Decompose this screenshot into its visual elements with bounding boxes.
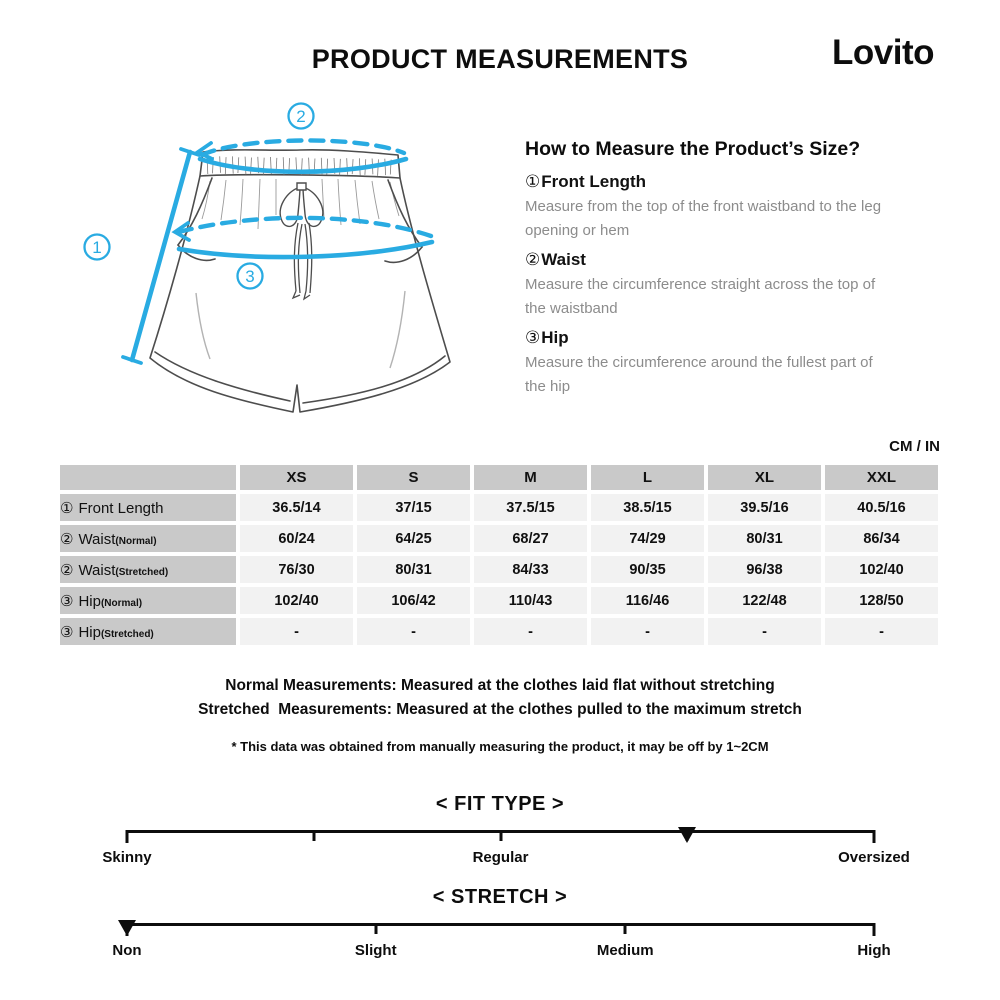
cell: 116/46	[591, 587, 704, 614]
item-label: Front Length	[541, 172, 647, 191]
scale-label-oversized: Oversized	[838, 849, 910, 866]
item-description: Measure from the top of the front waistband to the leg opening or hem	[525, 198, 882, 239]
row-label	[60, 556, 236, 583]
scale-label-slight: Slight	[354, 942, 397, 959]
row-name: Hip	[78, 592, 101, 610]
table-row-hip-stretched	[60, 618, 938, 645]
cell: -	[240, 618, 353, 645]
units-label: CM / IN	[889, 438, 940, 455]
shorts-diagram	[60, 95, 510, 425]
cell: 76/30	[240, 556, 353, 583]
scale-tick	[624, 923, 627, 934]
scale-label-skinny: Skinny	[102, 849, 152, 866]
scale-label-medium: Medium	[596, 942, 654, 959]
fit-type-title: < FIT TYPE >	[435, 793, 565, 815]
cell: 128/50	[825, 587, 938, 614]
cell: 90/35	[591, 556, 704, 583]
row-name: Waist	[78, 530, 116, 548]
cell: 37.5/15	[474, 494, 587, 521]
cell: 86/34	[825, 525, 938, 552]
shorts-illustration-svg	[60, 95, 510, 425]
row-number: ②	[60, 561, 74, 579]
cell: 80/31	[708, 525, 821, 552]
cell: -	[825, 618, 938, 645]
row-number: ①	[60, 499, 74, 517]
shorts-illustration	[150, 150, 450, 412]
how-to-section	[525, 138, 965, 398]
annotation-circle-3	[238, 264, 263, 289]
cell: 39.5/16	[708, 494, 821, 521]
row-number: ②	[60, 530, 74, 548]
row-sub: (Stretched)	[115, 566, 169, 578]
scale-tick	[873, 923, 876, 936]
cell: 36.5/14	[240, 494, 353, 521]
row-label	[60, 525, 236, 552]
how-to-item-front-length	[525, 172, 965, 192]
fit-scale-labels	[102, 849, 910, 869]
cell: 106/42	[357, 587, 470, 614]
cell: 96/38	[708, 556, 821, 583]
stretch-title: < STRETCH >	[432, 886, 568, 908]
row-name: Hip	[78, 623, 101, 641]
scale-label-non: Non	[112, 942, 142, 959]
item-description: Measure the circumference around the fullest part of the hip	[525, 354, 873, 395]
cell: 37/15	[357, 494, 470, 521]
cell: 110/43	[474, 587, 587, 614]
row-sub: (Stretched)	[100, 628, 154, 640]
row-number: ③	[60, 592, 74, 610]
cell: 80/31	[357, 556, 470, 583]
stretch-scale-labels	[112, 942, 891, 962]
column-header-s: S	[357, 465, 470, 490]
cell: -	[357, 618, 470, 645]
cell: 102/40	[240, 587, 353, 614]
item-number: ②	[525, 250, 541, 269]
cell: 102/40	[825, 556, 938, 583]
note-normal: Normal Measurements: Measured at the clothes laid flat without stretching	[225, 677, 775, 694]
column-header-m: M	[474, 465, 587, 490]
item-label: Hip	[541, 328, 569, 347]
item-label: Waist	[541, 250, 586, 269]
annotation-number-2: 2	[296, 107, 306, 126]
scale-tick	[312, 830, 315, 841]
cell: 64/25	[357, 525, 470, 552]
brand-logo: Lovito	[832, 33, 934, 72]
corner-cell	[60, 465, 236, 490]
scale-tick	[126, 830, 129, 843]
annotation-circle-1	[85, 235, 110, 260]
column-header-xs: XS	[240, 465, 353, 490]
row-label	[60, 618, 236, 645]
cell: 40.5/16	[825, 494, 938, 521]
how-to-title: How to Measure the Product’s Size?	[525, 138, 861, 160]
note-stretched: Stretched Measurements: Measured at the clothes pulled to the maximum stretch	[198, 700, 802, 718]
fit-scale-line	[127, 830, 874, 833]
row-label	[60, 587, 236, 614]
row-name: Front Length	[78, 499, 164, 517]
cell: -	[591, 618, 704, 645]
row-sub: (Normal)	[100, 597, 143, 609]
scale-tick	[873, 830, 876, 843]
table-row-waist-normal	[60, 525, 938, 552]
table-row-front-length	[60, 494, 938, 521]
size-table	[56, 461, 942, 649]
annotation-number-1: 1	[92, 238, 102, 257]
fit-scale-marker	[678, 827, 696, 843]
stretch-scale-marker	[118, 920, 136, 936]
scale-tick	[499, 830, 502, 841]
cell: 38.5/15	[591, 494, 704, 521]
item-number: ③	[525, 328, 541, 347]
row-number: ③	[60, 623, 74, 641]
note-disclaimer: * This data was obtained from manually measuring the product, it may be off by 1~2CM	[231, 739, 769, 754]
column-header-xl: XL	[708, 465, 821, 490]
scale-tick	[374, 923, 377, 934]
table-row-hip-normal	[60, 587, 938, 614]
cell: 74/29	[591, 525, 704, 552]
column-header-xxl: XXL	[825, 465, 938, 490]
cell: 84/33	[474, 556, 587, 583]
cell: 60/24	[240, 525, 353, 552]
scale-label-regular: Regular	[472, 849, 529, 866]
how-to-item-hip	[525, 328, 965, 348]
cell: 122/48	[708, 587, 821, 614]
page-title: PRODUCT MEASUREMENTS	[311, 44, 689, 74]
table-header-row	[60, 465, 938, 490]
cell: 68/27	[474, 525, 587, 552]
measurement-notes	[0, 674, 1000, 759]
annotation-number-3: 3	[245, 267, 255, 286]
row-label	[60, 494, 236, 521]
item-number: ①	[525, 172, 541, 191]
row-name: Waist	[78, 561, 116, 579]
stretch-scale-line	[127, 923, 874, 926]
row-sub: (Normal)	[115, 535, 157, 547]
annotation-circle-2	[289, 104, 314, 129]
cell: -	[474, 618, 587, 645]
table-row-waist-stretched	[60, 556, 938, 583]
scale-label-high: High	[857, 942, 891, 959]
column-header-l: L	[591, 465, 704, 490]
cell: -	[708, 618, 821, 645]
item-description: Measure the circumference straight across the top of the waistband	[525, 276, 876, 317]
how-to-item-waist	[525, 250, 965, 270]
